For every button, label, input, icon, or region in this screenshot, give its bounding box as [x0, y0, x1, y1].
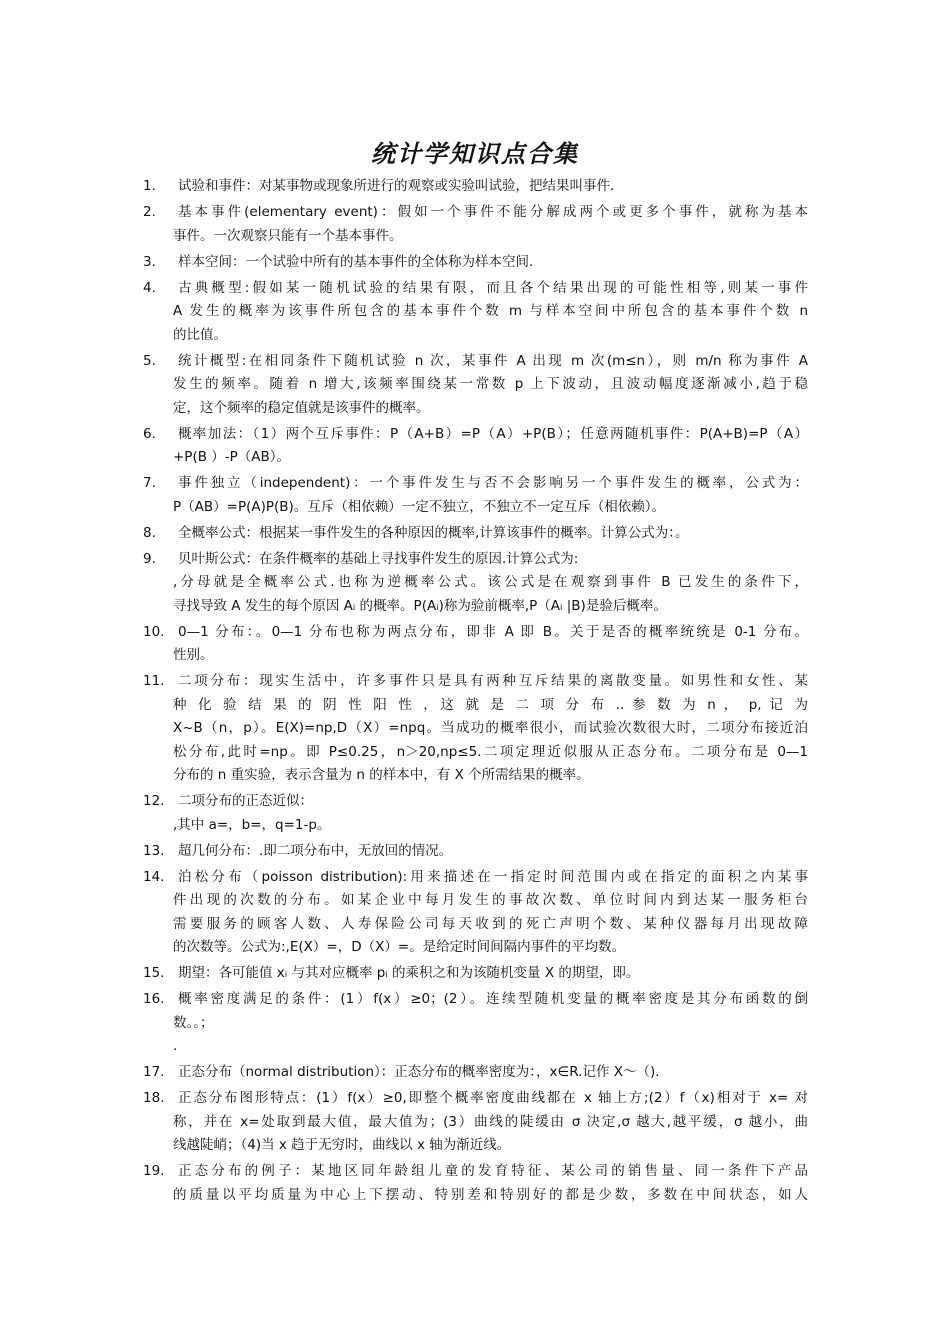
item-text-line: 试验和事件：对某事物或现象所进行的观察或实验叫试验，把结果叫事件.	[178, 178, 615, 194]
item-text-line: 称，并在 x=处取到最大值，最大值为；(3）曲线的陡缓由 σ 决定,σ 越大,越平缓，σ 越小，曲	[173, 1113, 808, 1130]
item-number: 1.	[143, 178, 156, 194]
item-number: 5.	[143, 352, 156, 369]
item-text	[173, 522, 808, 546]
item-text-line: 超几何分布：.即二项分布中，无放回的情况。	[178, 842, 453, 859]
item-text	[173, 840, 808, 864]
item-text-line: +P(B ）-P（AB）。	[173, 449, 291, 465]
list-item	[143, 962, 808, 986]
item-number: 13.	[143, 842, 165, 859]
document-title: 统计学知识点合集	[371, 139, 579, 168]
item-number: 7.	[143, 475, 156, 491]
list-item	[143, 1061, 808, 1085]
item-text-line: 性别。	[173, 647, 214, 663]
list-item	[143, 1087, 808, 1158]
item-text-line: 二项分布：现实生活中，许多事件只是具有两种互斥结果的离散变量。如男性和女性、某	[178, 673, 808, 689]
item-text-line: P（AB）=P(A)P(B)。互斥（相依赖）一定不独立，不独立不一定互斥（相依赖）。	[173, 498, 666, 515]
item-text-line: .	[173, 1038, 178, 1054]
item-text-line: 的次数等。公式为:,E(X）=，D（X）=。是给定时间间隔内事件的平均数。	[173, 939, 626, 955]
item-text-line: ,分母就是全概率公式.也称为逆概率公式。该公式是在观察到事件 B 已发生的条件下，	[173, 574, 808, 590]
item-text-line: 发生的频率。随着 n 增大,该频率围绕某一常数 p 上下波动，且波动幅度逐渐减小,趋于稳	[173, 376, 808, 392]
item-text-line: 件出现的次数的分布。如某企业中每月发生的事故次数、单位时间内到达某一服务柜台	[173, 892, 808, 908]
item-text-line: 需要服务的顾客人数、人寿保险公司每天收到的死亡声明个数、某种仪器每月出现故障	[173, 915, 808, 932]
item-text	[173, 670, 808, 788]
item-text	[173, 988, 808, 1059]
item-text-line: 样本空间：一个试验中所有的基本事件的全体称为样本空间.	[178, 253, 534, 270]
item-text-line: 事件。一次观察只能有一个基本事件。	[173, 227, 403, 244]
item-number: 16.	[143, 991, 165, 1007]
list-item	[143, 277, 808, 348]
item-text-line: 寻找导致 A 发生的每个原因 Aᵢ 的概率。P(Aᵢ)称为验前概率,P（Aᵢ |B)是验后概率。	[173, 597, 667, 614]
item-text-line: ,其中 a=，b=，q=1-p。	[173, 816, 331, 833]
item-number: 14.	[143, 868, 165, 885]
item-text-line: 正态分布图形特点：(1）f(x）≥0,即整个概率密度曲线都在 x 轴上方;(2）f（x)相对于 x= 对	[178, 1090, 808, 1106]
item-text-line: X~B（n，p）。E(X)=np,D（X）=npq。当成功的概率很小，而试验次数很大时，二项分布接近泊	[173, 720, 808, 736]
item-text-line: 正态分布（normal distribution）：正态分布的概率密度为：，x∈R.记作 X～（).	[178, 1064, 660, 1080]
item-number: 2.	[143, 204, 156, 220]
list-item	[143, 350, 808, 421]
item-text-line: 期望：各可能值 xᵢ 与其对应概率 pᵢ 的乘积之和为该随机变量 X 的期望，即。	[178, 965, 640, 981]
item-text	[173, 1061, 808, 1085]
list-item	[143, 201, 808, 248]
list-item	[143, 790, 808, 837]
item-number: 11.	[143, 673, 165, 689]
list-item	[143, 988, 808, 1059]
item-text-line: 古典概型:假如某一随机试验的结果有限，而且各个结果出现的可能性相等,则某一事件	[178, 279, 808, 296]
item-number: 9.	[143, 550, 156, 567]
item-number: 10.	[143, 623, 165, 640]
item-text	[173, 790, 808, 837]
list-item	[143, 621, 808, 668]
list-item	[143, 670, 808, 788]
item-text-line: 泊松分布（poisson distribution):用来描述在一指定时间范围内或在指定的面积之内某事	[178, 868, 808, 885]
item-text-line: 松分布,此时=np。即 P≤0.25，n＞20,np≤5.二项定理近似服从正态分布。二项分布是 0—1	[173, 743, 808, 760]
list-item	[143, 472, 808, 519]
item-text	[173, 472, 808, 519]
item-text-line: 线越陡峭；（4)当 x 趋于无穷时，曲线以 x 轴为渐近线。	[173, 1137, 511, 1153]
item-text	[173, 1160, 808, 1207]
item-text-line: 概率密度满足的条件：(1）f(x）≥0；(2）。连续型随机变量的概率密度是其分布函数的倒	[178, 991, 808, 1007]
list-item	[143, 840, 808, 864]
item-text	[173, 277, 808, 348]
item-text-line: 概率加法：（1）两个互斥事件：P（A+B）=P（A）+P(B）；任意两随机事件：P(A+B)=P（A）	[178, 425, 808, 442]
item-text	[173, 175, 808, 199]
item-text	[173, 350, 808, 421]
list-item	[143, 251, 808, 275]
list-item	[143, 866, 808, 960]
item-text-line: 正态分布的例子：某地区同年龄组儿童的发育特征、某公司的销售量、同一条件下产品	[178, 1163, 808, 1179]
item-text-line: 种 化 验 结 果 的 阴 性 阳 性 ，这 就 是 二 项 分 布 .. 参 数 为 n ， p, 记 为	[173, 696, 808, 713]
item-text	[173, 251, 808, 275]
item-text	[173, 621, 808, 668]
item-text-line: 的比值。	[173, 326, 227, 343]
item-text	[173, 423, 808, 470]
item-text	[173, 962, 808, 986]
item-text-line: 贝叶斯公式：在条件概率的基础上寻找事件发生的原因.计算公式为:	[178, 550, 579, 567]
item-number: 12.	[143, 793, 165, 809]
item-number: 6.	[143, 425, 156, 442]
item-number: 8.	[143, 524, 156, 541]
item-number: 19.	[143, 1163, 165, 1179]
item-text	[173, 201, 808, 248]
knowledge-point-list	[143, 175, 808, 1210]
item-text-line: 全概率公式：根据某一事件发生的各种原因的概率,计算该事件的概率。计算公式为：。	[178, 524, 689, 541]
item-text-line: 统计概型:在相同条件下随机试验 n 次，某事件 A 出现 m 次(m≤n），则 m/n 称为事件 A	[178, 352, 808, 369]
item-text-line: 0—1 分布：。0—1 分布也称为两点分布，即非 A 即 B。关于是否的概率统统是 0-1 分布。	[178, 623, 808, 640]
item-text-line: 数。。；	[173, 1014, 214, 1031]
item-number: 4.	[143, 279, 156, 296]
item-number: 15.	[143, 965, 165, 981]
item-text	[173, 866, 808, 960]
item-text	[173, 548, 808, 619]
list-item	[143, 423, 808, 470]
item-text-line: 事件独立（independent)：一个事件发生与否不会影响另一个事件发生的概率，公式为：	[178, 475, 808, 491]
item-text-line: 定，这个频率的稳定值就是该事件的概率。	[173, 399, 430, 416]
list-item	[143, 548, 808, 619]
list-item	[143, 1160, 808, 1207]
item-text-line: 基本事件(elementary event)：假如一个事件不能分解成两个或更多个事件，就称为基本	[178, 204, 808, 220]
list-item	[143, 522, 808, 546]
item-text-line: A 发生的概率为该事件所包含的基本事件个数 m 与样本空间中所包含的基本事件个数 n	[173, 303, 808, 319]
item-number: 17.	[143, 1064, 165, 1080]
list-item	[143, 175, 808, 199]
item-text-line: 的质量以平均质量为中心上下摆动、特别差和特别好的都是少数，多数在中间状态，如人	[173, 1186, 808, 1203]
item-text	[173, 1087, 808, 1158]
item-text-line: 二项分布的正态近似：	[178, 793, 313, 809]
item-text-line: 分布的 n 重实验，表示含量为 n 的样本中，有 X 个所需结果的概率。	[173, 767, 590, 783]
item-number: 3.	[143, 253, 156, 270]
item-number: 18.	[143, 1090, 165, 1106]
